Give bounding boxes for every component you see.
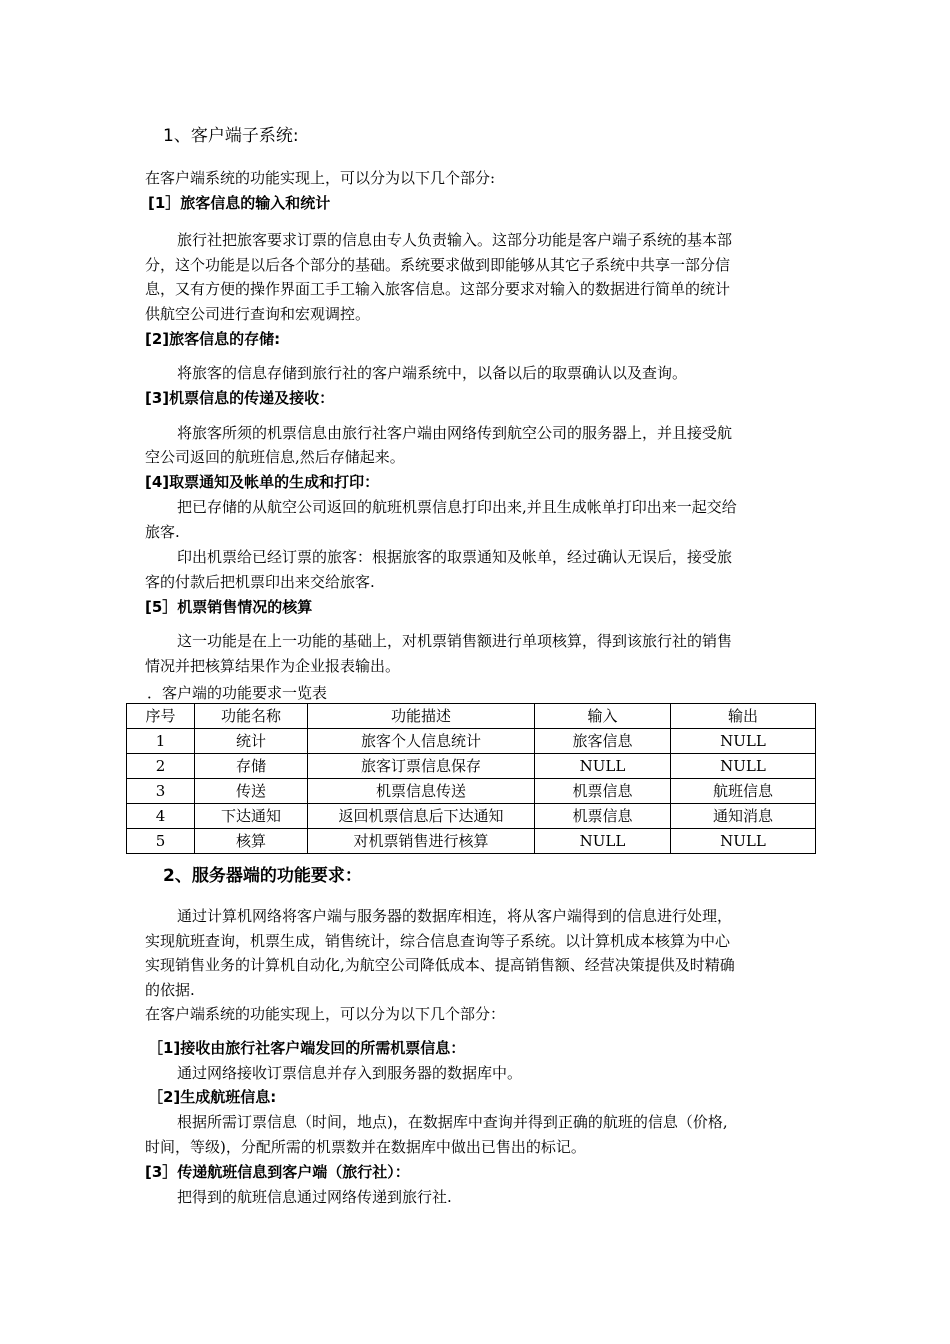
paragraph-line: 旅行社把旅客要求订票的信息由专人负责输入。这部分功能是客户端子系统的基本部 <box>177 231 733 249</box>
table-row <box>127 829 816 854</box>
server-item1-heading: ［1]接收由旅行社客户端发回的所需机票信息： <box>148 1039 466 1057</box>
table-caption: ．客户端的功能要求一览表 <box>147 684 328 702</box>
paragraph-line: 印出机票给已经订票的旅客：根据旅客的取票通知及帐单，经过确认无误后，接受旅 <box>177 548 733 566</box>
table-cell: 2 <box>127 754 195 779</box>
item3-heading: [3]机票信息的传递及接收： <box>145 389 335 407</box>
column-header: 输入 <box>535 704 671 729</box>
paragraph-line: 把已存储的从航空公司返回的航班机票信息打印出来,并且生成帐单打印出来一起交给 <box>177 498 737 516</box>
table-row <box>127 804 816 829</box>
paragraph-line: 的依据. <box>145 981 195 999</box>
table-cell: 旅客信息 <box>535 729 671 754</box>
server-item3-heading: [3］传递航班信息到客户端（旅行社）： <box>145 1163 410 1181</box>
paragraph-line: 根据所需订票信息（时间，地点)，在数据库中查询并得到正确的航班的信息（价格, <box>177 1113 728 1131</box>
column-header: 功能名称 <box>195 704 308 729</box>
paragraph-line: 将旅客的信息存储到旅行社的客户端系统中，以备以后的取票确认以及查询。 <box>177 364 688 382</box>
table-cell: 机票信息 <box>535 804 671 829</box>
table-cell: 5 <box>127 829 195 854</box>
server-item2-heading: ［2]生成航班信息: <box>148 1088 277 1106</box>
paragraph-line: 通过计算机网络将客户端与服务器的数据库相连，将从客户端得到的信息进行处理， <box>177 907 733 925</box>
table-cell: 对机票销售进行核算 <box>308 829 535 854</box>
paragraph-line: 分，这个功能是以后各个部分的基础。系统要求做到即能够从其它子系统中共享一部分信 <box>145 256 731 274</box>
table-row <box>127 729 816 754</box>
table-row <box>127 754 816 779</box>
paragraph-line: 空公司返回的航班信息,然后存储起来。 <box>145 448 405 466</box>
table-cell: 1 <box>127 729 195 754</box>
table-cell: 4 <box>127 804 195 829</box>
table-cell: 返回机票信息后下达通知 <box>308 804 535 829</box>
table-cell: 机票信息 <box>535 779 671 804</box>
section2-title: 2、服务器端的功能要求： <box>163 866 362 886</box>
function-requirements-table <box>126 703 816 854</box>
paragraph-line: 息，又有方便的操作界面工手工输入旅客信息。这部分要求对输入的数据进行简单的统计 <box>145 280 731 298</box>
column-header: 序号 <box>127 704 195 729</box>
item1-heading: [1］旅客信息的输入和统计 <box>148 194 331 212</box>
paragraph-line: 实现销售业务的计算机自动化,为航空公司降低成本、提高销售额、经营决策提供及时精确 <box>145 956 735 974</box>
section1-title: 1、客户端子系统: <box>163 126 299 146</box>
table-cell: 存储 <box>195 754 308 779</box>
paragraph-line: 通过网络接收订票信息并存入到服务器的数据库中。 <box>177 1064 523 1082</box>
table-header-row <box>127 704 816 729</box>
paragraph-line: 实现航班查询，机票生成，销售统计，综合信息查询等子系统。以计算机成本核算为中心 <box>145 932 731 950</box>
table-cell: NULL <box>671 829 816 854</box>
paragraph-line: 客的付款后把机票印出来交给旅客. <box>145 573 375 591</box>
table-cell: 核算 <box>195 829 308 854</box>
section1-intro: 在客户端系统的功能实现上，可以分为以下几个部分: <box>145 169 496 187</box>
table-cell: 传送 <box>195 779 308 804</box>
paragraph-line: 把得到的航班信息通过网络传递到旅行社. <box>177 1188 452 1206</box>
table-cell: 下达通知 <box>195 804 308 829</box>
paragraph-line: 情况并把核算结果作为企业报表输出。 <box>145 657 401 675</box>
table-cell: NULL <box>671 754 816 779</box>
table-cell: NULL <box>671 729 816 754</box>
table-cell: 统计 <box>195 729 308 754</box>
table-cell: NULL <box>535 754 671 779</box>
item4-heading: [4]取票通知及帐单的生成和打印： <box>145 473 380 491</box>
item5-heading: [5］机票销售情况的核算 <box>145 598 313 616</box>
table-row <box>127 779 816 804</box>
table-cell: NULL <box>535 829 671 854</box>
paragraph-line: 时间，等级)，分配所需的机票数并在数据库中做出已售出的标记。 <box>145 1138 586 1156</box>
paragraph-line: 旅客. <box>145 523 180 541</box>
item2-heading: [2]旅客信息的存储: <box>145 330 281 348</box>
table-cell: 航班信息 <box>671 779 816 804</box>
table-cell: 旅客个人信息统计 <box>308 729 535 754</box>
paragraph-line: 将旅客所须的机票信息由旅行社客户端由网络传到航空公司的服务器上，并且接受航 <box>177 424 733 442</box>
section2-intro: 在客户端系统的功能实现上，可以分为以下几个部分： <box>145 1005 506 1023</box>
table-cell: 3 <box>127 779 195 804</box>
column-header: 功能描述 <box>308 704 535 729</box>
column-header: 输出 <box>671 704 816 729</box>
table-cell: 旅客订票信息保存 <box>308 754 535 779</box>
table-cell: 机票信息传送 <box>308 779 535 804</box>
table-cell: 通知消息 <box>671 804 816 829</box>
paragraph-line: 这一功能是在上一功能的基础上，对机票销售额进行单项核算，得到该旅行社的销售 <box>177 632 733 650</box>
paragraph-line: 供航空公司进行查询和宏观调控。 <box>145 305 371 323</box>
